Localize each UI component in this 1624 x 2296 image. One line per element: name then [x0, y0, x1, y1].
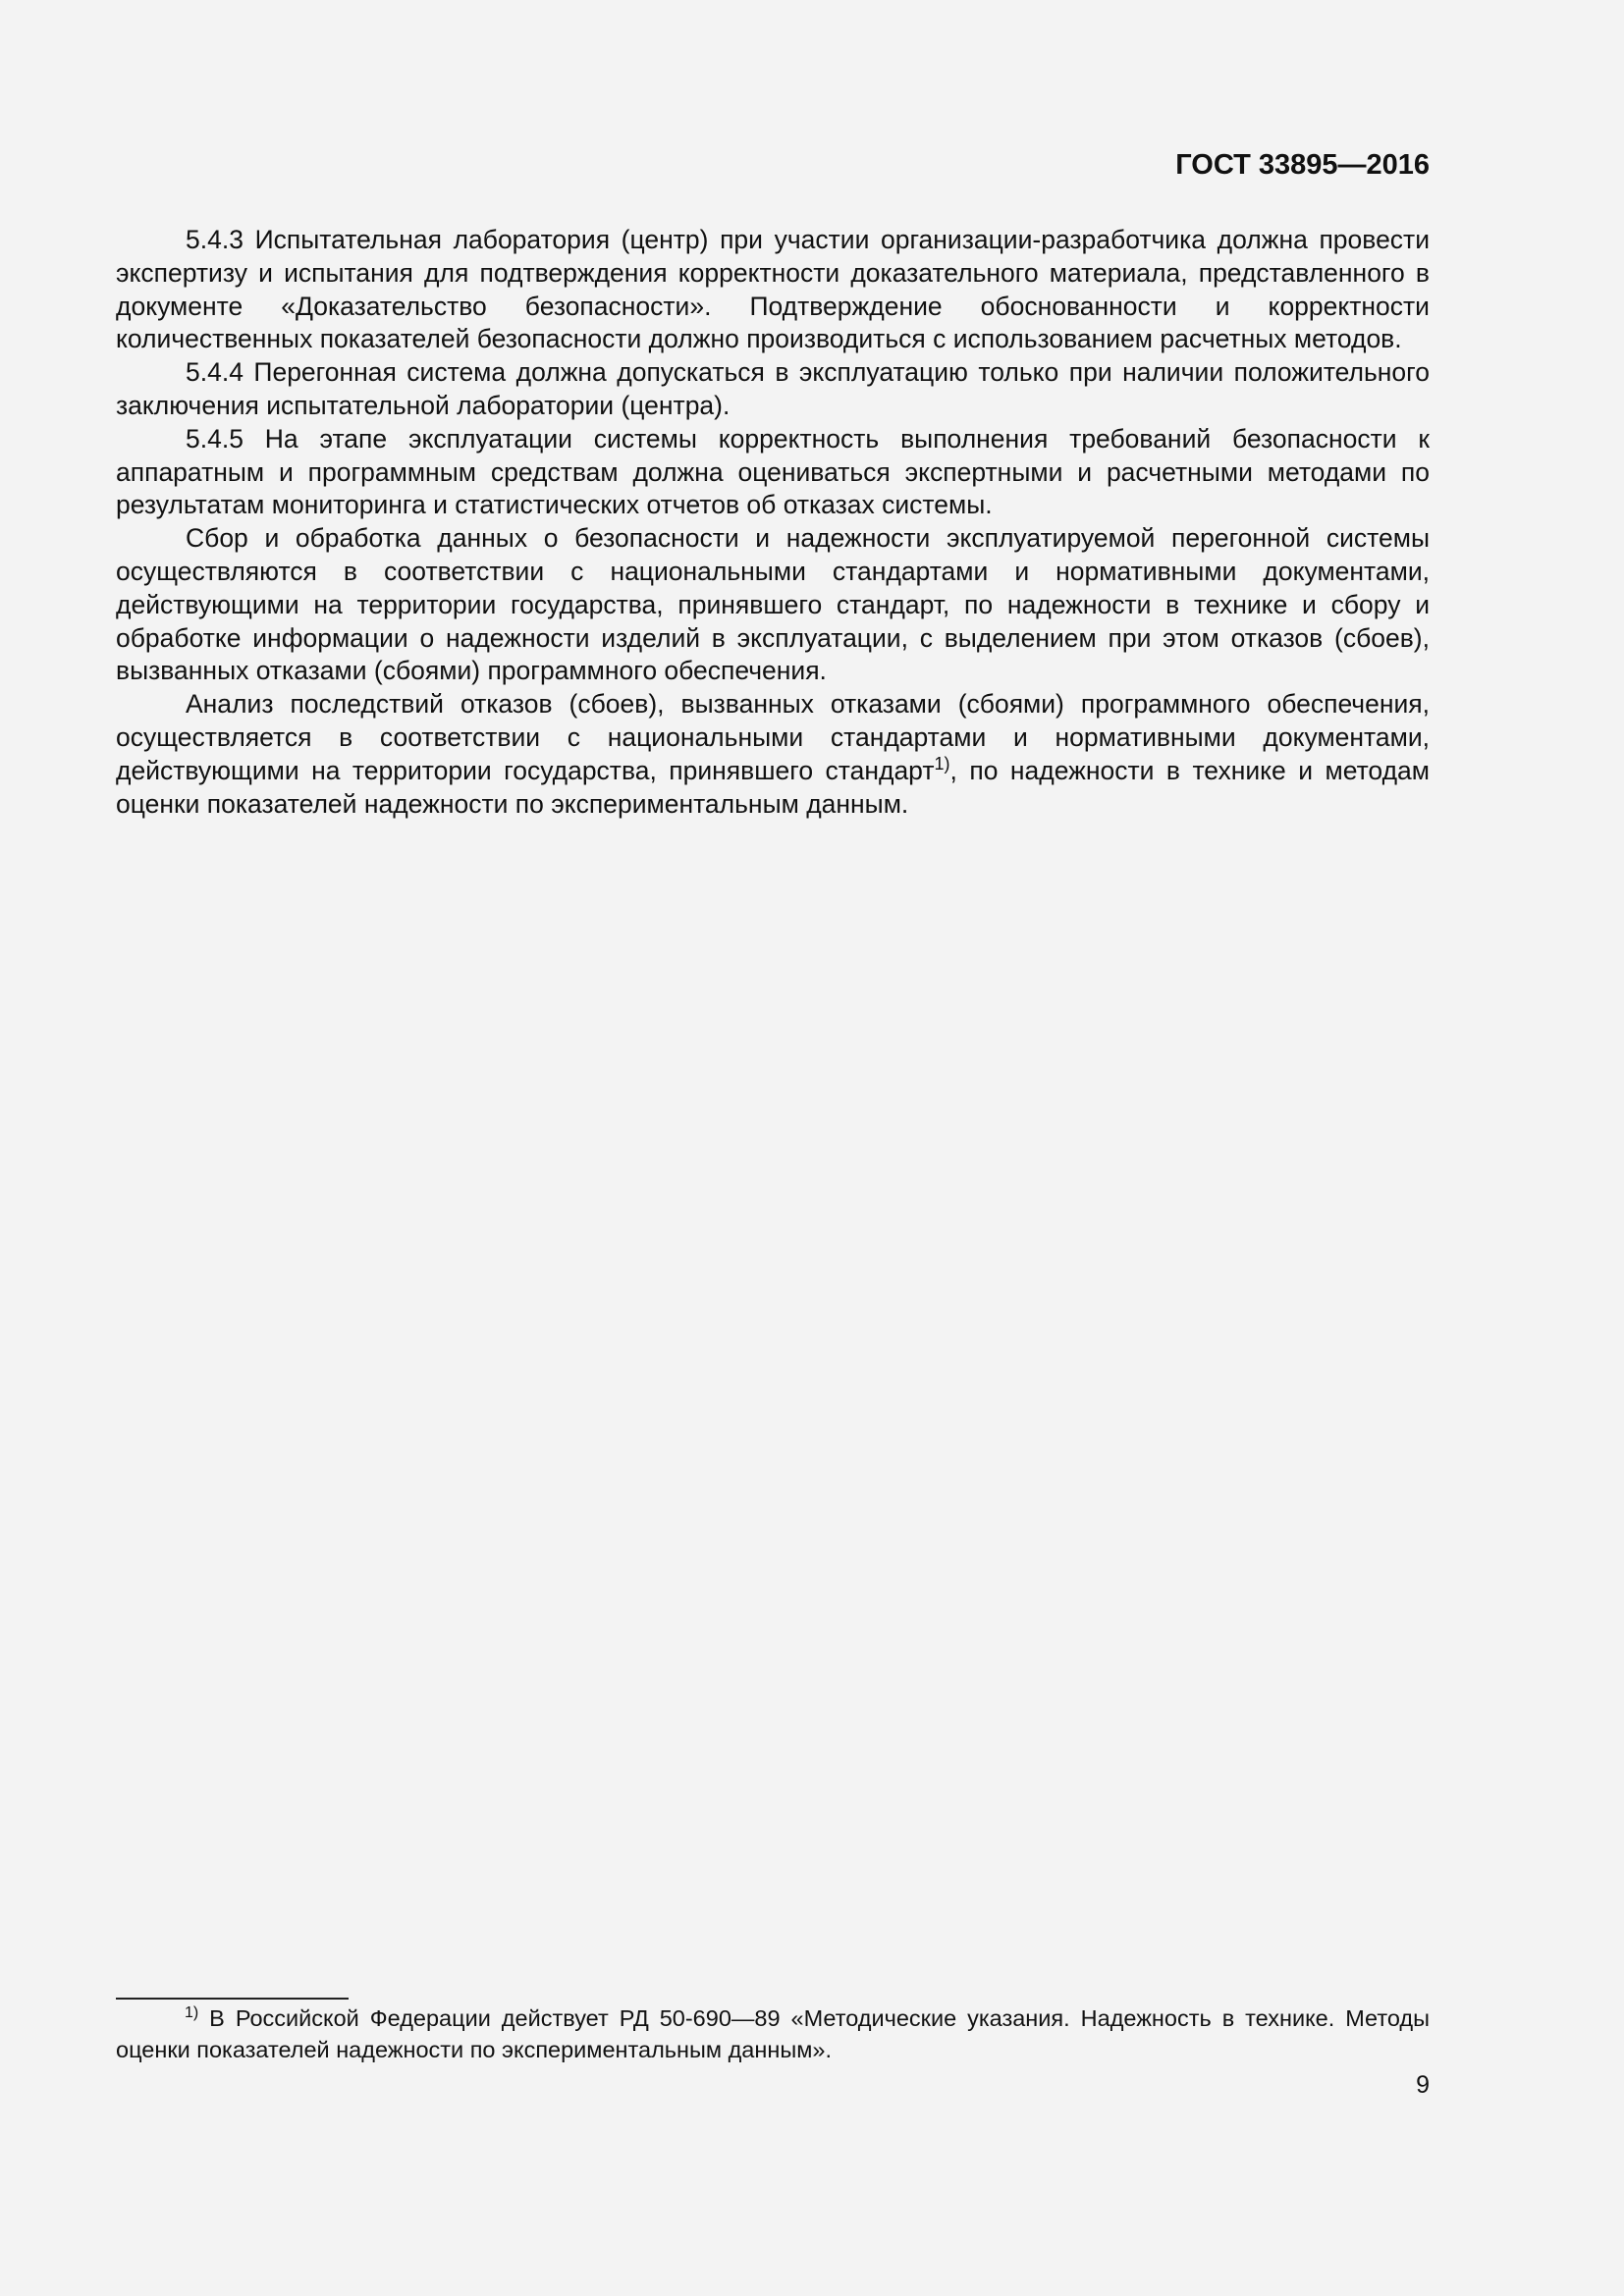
- failure-analysis-text-end: , по надежности в технике и методам оценки показателей надежности по экспериментальным данным.: [116, 755, 1430, 819]
- standard-designation: ГОСТ 33895—2016: [1175, 149, 1430, 181]
- footnote-text: [116, 2002, 1430, 2065]
- footnote-body: В Российской Федерации действует РД 50-690—89 «Методические указания. Надежность в технике. Методы оценки показателей надежности по экспериментальным данным».: [116, 2005, 1430, 2062]
- footnote-marker: 1): [185, 2004, 199, 2022]
- paragraph-5-4-5: 5.4.5 На этапе эксплуатации системы корректность выполнения требований безопасности к аппаратным и программным средствам должна оцениваться экспертными и расчетными методами по результатам мониторинга и статистических отчетов об отказах системы.: [116, 423, 1430, 520]
- footnote-separator: [116, 1998, 349, 2000]
- failure-analysis-text: Анализ последствий отказов (сбоев), вызванных отказами (сбоями) программного обеспечения, осуществляется в соответствии с национальными стандартами и нормативными документами, действующими на территории государства, принявшего стандарт: [116, 689, 1430, 785]
- document-header: [116, 145, 1430, 185]
- paragraph-failure-analysis: [116, 688, 1430, 821]
- paragraph-5-4-4: 5.4.4 Перегонная система должна допускаться в эксплуатацию только при наличии положительного заключения испытательной лаборатории (центра).: [116, 357, 1430, 420]
- page-number: 9: [1416, 2071, 1430, 2099]
- paragraph-5-4-3: 5.4.3 Испытательная лаборатория (центр) при участии организации-разработчика должна провести экспертизу и испытания для подтверждения корректности доказательного материала, представленного в документе «Доказательство безопасности». Подтверждение обоснованности и корректности количественных показателей безопасности должно производиться с использованием расчетных методов.: [116, 225, 1430, 354]
- main-text: [116, 224, 1430, 821]
- paragraph-data-collection: Сбор и обработка данных о безопасности и надежности эксплуатируемой перегонной системы осуществляются в соответствии с национальными стандартами и нормативными документами, действующими на территории государства, принявшего стандарт, по надежности в технике и сбору и обработке информации о надежности изделий в эксплуатации, с выделением при этом отказов (сбоев), вызванных отказами (сбоями) программного обеспечения.: [116, 523, 1430, 686]
- footnote: [116, 2002, 1430, 2065]
- footnote-reference[interactable]: 1): [934, 753, 950, 774]
